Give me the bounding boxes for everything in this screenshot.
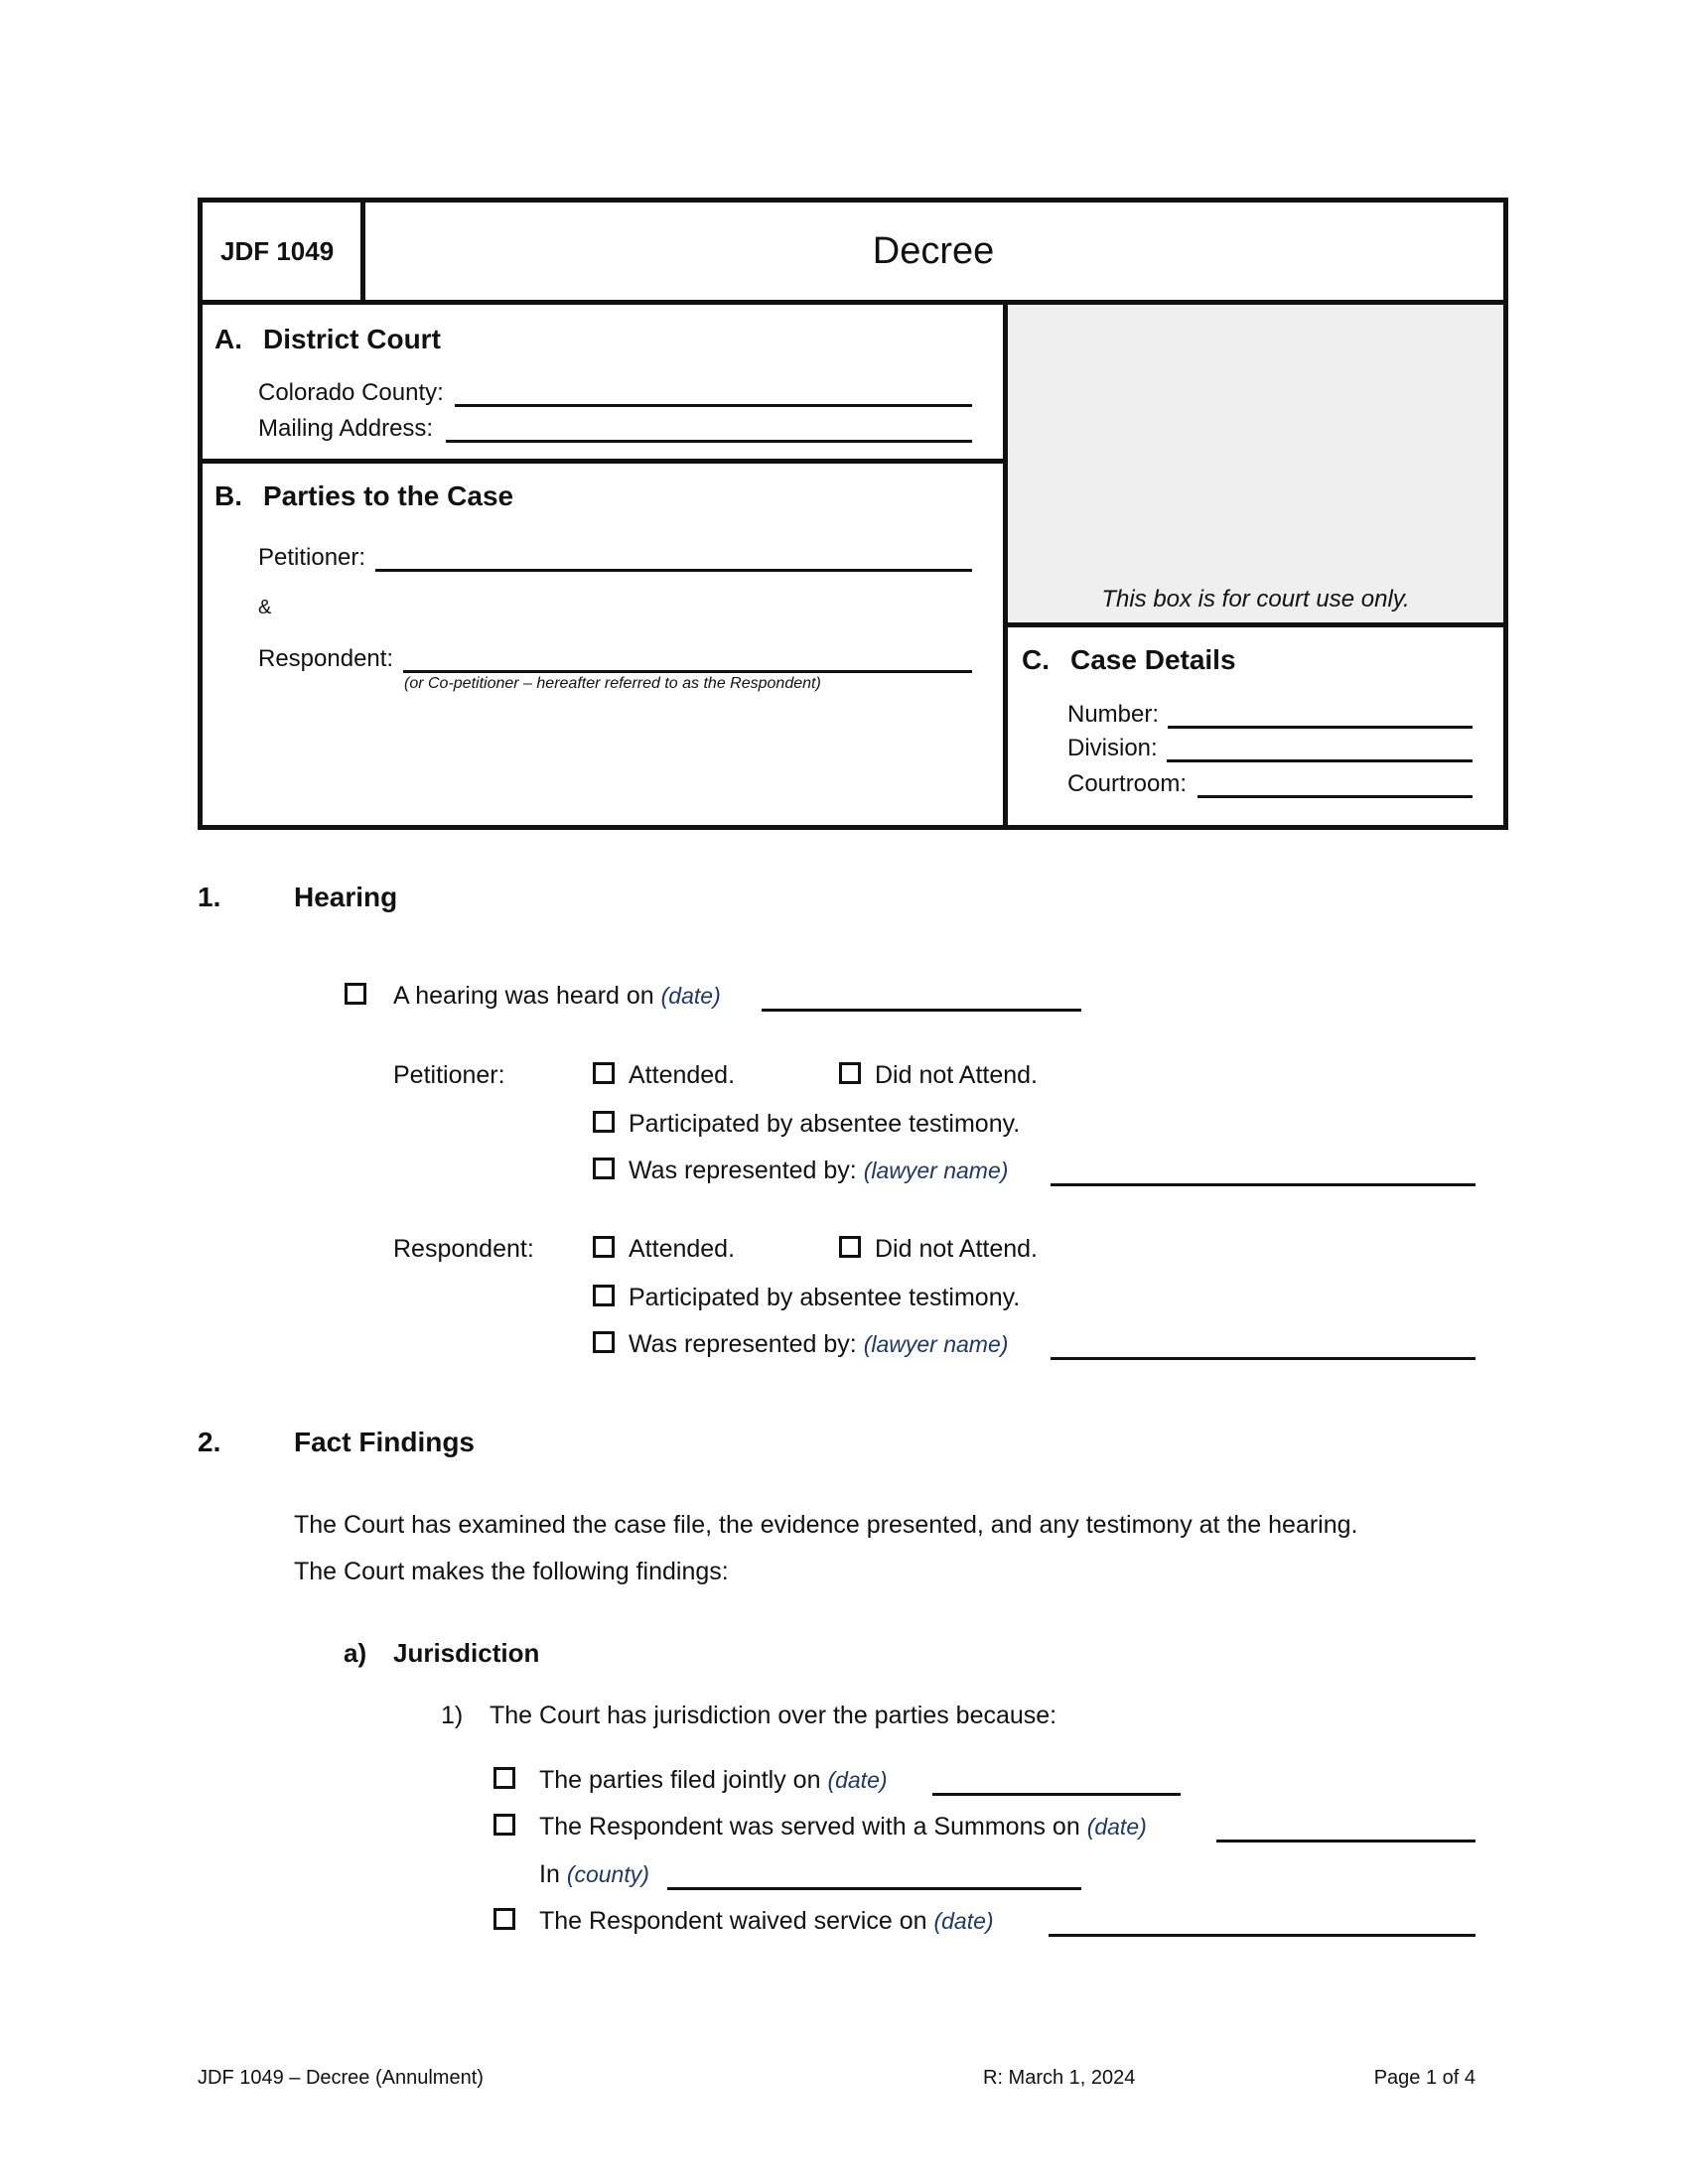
- division-label: Division:: [1067, 735, 1158, 761]
- served-summons-text: The Respondent was served with a Summons on (date): [539, 1813, 1147, 1841]
- number-label: Number:: [1067, 701, 1160, 728]
- page-title: Decree: [872, 230, 995, 272]
- respondent-absentee-checkbox[interactable]: [593, 1285, 615, 1306]
- address-label: Mailing Address:: [258, 415, 434, 442]
- section-title: Case Details: [1070, 644, 1236, 675]
- petitioner-attended-checkbox[interactable]: [593, 1062, 615, 1084]
- respondent-field[interactable]: [403, 670, 972, 673]
- hearing-text: A hearing was heard on (date): [393, 982, 721, 1010]
- footer-revision: R: March 1, 2024: [983, 2067, 1136, 2089]
- number-field[interactable]: [1168, 726, 1473, 729]
- court-use-box: [1008, 305, 1503, 622]
- courtroom-label: Courtroom:: [1067, 770, 1188, 797]
- footer-page-number: Page 1 of 4: [1373, 2067, 1476, 2089]
- petitioner-label: Petitioner:: [393, 1061, 505, 1089]
- section-letter: A.: [214, 324, 242, 354]
- section-number: 1.: [198, 882, 221, 912]
- waived-date-field[interactable]: [1049, 1934, 1476, 1937]
- respondent-label: Respondent:: [258, 645, 394, 672]
- section-title: Parties to the Case: [263, 480, 514, 511]
- respondent-label: Respondent:: [393, 1235, 534, 1263]
- did-not-attend-label: Did not Attend.: [875, 1061, 1039, 1089]
- absentee-label: Participated by absentee testimony.: [629, 1284, 1021, 1311]
- courtroom-field[interactable]: [1197, 795, 1473, 798]
- findings-paragraph: The Court has examined the case file, the evidence presented, and any testimony at the hearing.: [294, 1511, 1358, 1539]
- divider: [198, 459, 1006, 464]
- served-summons-checkbox[interactable]: [493, 1814, 515, 1836]
- subsection-letter: a): [344, 1638, 367, 1668]
- section-heading: Fact Findings: [294, 1427, 475, 1457]
- court-use-note: This box is for court use only.: [1101, 586, 1410, 613]
- respondent-represented-checkbox[interactable]: [593, 1331, 615, 1353]
- footer-form-name: JDF 1049 – Decree (Annulment): [198, 2067, 484, 2089]
- petitioner-label: Petitioner:: [258, 544, 366, 571]
- form-id: JDF 1049: [220, 236, 335, 266]
- item-number: 1): [441, 1702, 464, 1729]
- findings-paragraph: The Court makes the following findings:: [294, 1558, 729, 1585]
- served-county-field[interactable]: [667, 1887, 1081, 1890]
- division-field[interactable]: [1167, 759, 1473, 762]
- attended-label: Attended.: [629, 1061, 736, 1089]
- section-letter: B.: [214, 480, 242, 511]
- respondent-did-not-attend-checkbox[interactable]: [839, 1236, 861, 1258]
- petitioner-did-not-attend-checkbox[interactable]: [839, 1062, 861, 1084]
- petitioner-absentee-checkbox[interactable]: [593, 1111, 615, 1133]
- ampersand: &: [258, 597, 272, 618]
- item-text: The Court has jurisdiction over the parties because:: [490, 1702, 1057, 1729]
- divider: [1003, 622, 1508, 627]
- attended-label: Attended.: [629, 1235, 736, 1263]
- county-label: Colorado County:: [258, 379, 444, 406]
- petitioner-field[interactable]: [375, 569, 972, 572]
- address-field[interactable]: [446, 440, 972, 443]
- section-title: District Court: [263, 324, 441, 354]
- petitioner-represented-checkbox[interactable]: [593, 1158, 615, 1179]
- absentee-label: Participated by absentee testimony.: [629, 1110, 1021, 1138]
- county-field[interactable]: [455, 404, 972, 407]
- filed-jointly-checkbox[interactable]: [493, 1767, 515, 1789]
- represented-label: Was represented by: (lawyer name): [629, 1157, 1009, 1184]
- subsection-title: Jurisdiction: [393, 1638, 540, 1668]
- did-not-attend-label: Did not Attend.: [875, 1235, 1039, 1263]
- represented-label: Was represented by: (lawyer name): [629, 1330, 1009, 1358]
- petitioner-lawyer-field[interactable]: [1051, 1183, 1476, 1186]
- filed-jointly-date-field[interactable]: [932, 1793, 1181, 1796]
- waived-service-checkbox[interactable]: [493, 1908, 515, 1930]
- respondent-attended-checkbox[interactable]: [593, 1236, 615, 1258]
- section-letter: C.: [1022, 644, 1050, 675]
- respondent-note: (or Co-petitioner – hereafter referred to as the Respondent): [404, 675, 821, 692]
- filed-jointly-text: The parties filed jointly on (date): [539, 1766, 888, 1794]
- section-number: 2.: [198, 1427, 221, 1457]
- served-county-text: In (county): [539, 1860, 649, 1888]
- waived-service-text: The Respondent waived service on (date): [539, 1907, 994, 1935]
- hearing-date-field[interactable]: [762, 1009, 1081, 1012]
- served-date-field[interactable]: [1216, 1840, 1476, 1843]
- hearing-checkbox[interactable]: [345, 983, 366, 1005]
- respondent-lawyer-field[interactable]: [1051, 1357, 1476, 1360]
- section-heading: Hearing: [294, 882, 398, 912]
